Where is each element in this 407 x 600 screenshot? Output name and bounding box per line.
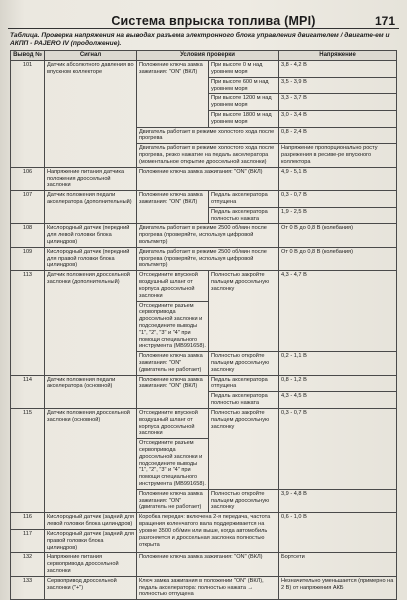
condition-cell: Положение ключа замка зажигания: "ON" (ВКЛ) bbox=[137, 375, 209, 408]
voltage-cell: 4,9 - 5,1 В bbox=[279, 167, 397, 190]
voltage-cell: От 0 В до 0,8 В (колебания) bbox=[279, 224, 397, 247]
pin-cell: 115 bbox=[11, 408, 45, 512]
voltage-cell: 3,8 - 4,2 В bbox=[279, 61, 397, 78]
condition-cell: Отсоедините разъем сервопривода дроссельной заслонки и подсоедините выводы "1", "2", "3" и "4" при помощи специального инструмента (MB991658). bbox=[137, 439, 209, 490]
table-row bbox=[11, 191, 397, 208]
table-caption: Таблица. Проверка напряжения на выводах разъема электронного блока управления двигателем / двигате-ем и АКПП - PAJERO IV (продолжение). bbox=[10, 32, 390, 47]
signal-cell: Кислородный датчик (задний для левой головки блока цилиндров) bbox=[45, 513, 137, 530]
pin-cell: 109 bbox=[11, 247, 45, 270]
condition-cell: Двигатель работает в режиме 2500 об/мин после прогрева (проверяйте, используя цифровой вольтметр) bbox=[137, 247, 279, 270]
signal-cell: Кислородный датчик (задний для правой головки блока цилиндров) bbox=[45, 529, 137, 552]
pin-cell: 107 bbox=[11, 191, 45, 224]
pin-cell: 106 bbox=[11, 167, 45, 190]
condition-cell: Положение ключа замка зажигания: "ON" (двигатель не работает) bbox=[137, 489, 209, 512]
voltage-cell: Незначительно уменьшается (примерно на 2 В) от напряжения АКБ bbox=[279, 576, 397, 599]
subcondition-cell: Педаль акселератора отпущена bbox=[209, 191, 279, 208]
column-header-voltage: Напряжение bbox=[279, 50, 397, 60]
condition-cell: Положение ключа замка зажигания: "ON" (ВКЛ) bbox=[137, 191, 209, 224]
voltage-cell: 0,3 - 0,7 В bbox=[279, 191, 397, 208]
signal-cell: Датчик абсолютного давления во впускном коллекторе bbox=[45, 61, 137, 168]
pin-cell: 133 bbox=[11, 576, 45, 599]
voltage-cell: 0,8 - 2,4 В bbox=[279, 127, 397, 144]
voltage-cell: Напряжение пропорционально росту разрежения в ресиве-ре впускного коллектора bbox=[279, 144, 397, 167]
subcondition-cell: Полностью закройте пальцем дроссельную заслонку bbox=[209, 271, 279, 352]
page-header bbox=[8, 6, 399, 29]
condition-cell: Двигатель работает в режиме 2500 об/мин после прогрева (проверяйте, используя цифровой вольтметр) bbox=[137, 224, 279, 247]
column-header-conditions: Условия проверки bbox=[137, 50, 279, 60]
table-row bbox=[11, 224, 397, 247]
subcondition-cell: Полностью закройте пальцем дроссельную заслонку bbox=[209, 408, 279, 489]
condition-cell: Отсоедините впускной воздушный шланг от корпуса дроссельной заслонки bbox=[137, 271, 209, 301]
signal-cell: Датчик положения дроссельной заслонки (дополнительный) bbox=[45, 271, 137, 375]
table-row bbox=[11, 167, 397, 190]
condition-cell: Положение ключа замка зажигания: "ON" (двигатель не работает) bbox=[137, 352, 209, 375]
signal-cell: Датчик положения дроссельной заслонки (основной) bbox=[45, 408, 137, 512]
table-header-row bbox=[11, 50, 397, 60]
voltage-cell: 3,0 - 3,4 В bbox=[279, 111, 397, 128]
subcondition-cell: Педаль акселератора полностью нажата bbox=[209, 392, 279, 409]
subcondition-cell: Педаль акселератора отпущена bbox=[209, 375, 279, 392]
condition-cell: Двигатель работает в режиме холостого хода после прогрева bbox=[137, 127, 279, 144]
voltage-cell: 3,9 - 4,8 В bbox=[279, 489, 397, 512]
pin-cell: 113 bbox=[11, 271, 45, 375]
condition-cell: Коробка передач: включена 2-я передача, частота вращения коленчатого вала поддерживается на уровне 3500 об/мин или выше, когда автомобиль разгоняется и дроссельная заслонка полностью открыта bbox=[137, 513, 279, 553]
pin-cell: 117 bbox=[11, 529, 45, 552]
voltage-cell: 4,3 - 4,5 В bbox=[279, 392, 397, 409]
pin-cell: 101 bbox=[11, 61, 45, 168]
voltage-cell: 0,6 - 1,0 В bbox=[279, 513, 397, 553]
subcondition-cell: При высоте 1800 м над уровнем моря bbox=[209, 111, 279, 128]
column-header-signal: Сигнал bbox=[45, 50, 137, 60]
pin-cell: 108 bbox=[11, 224, 45, 247]
pin-cell: 116 bbox=[11, 513, 45, 530]
column-header-pin: Вывод № bbox=[11, 50, 45, 60]
voltage-cell: 1,9 - 2,5 В bbox=[279, 207, 397, 224]
pin-cell: 132 bbox=[11, 553, 45, 576]
table-row bbox=[11, 513, 397, 530]
subcondition-cell: Полностью откройте пальцем дроссельную заслонку bbox=[209, 352, 279, 375]
subcondition-cell: Педаль акселератора полностью нажата bbox=[209, 207, 279, 224]
table-row bbox=[11, 61, 397, 78]
voltage-cell: 3,3 - 3,7 В bbox=[279, 94, 397, 111]
table-row bbox=[11, 553, 397, 576]
signal-cell: Датчик положения педали акселератора (дополнительный) bbox=[45, 191, 137, 224]
signal-cell: Сервопривод дроссельной заслонки ("+") bbox=[45, 576, 137, 599]
condition-cell: Ключ замка зажигания в положении "ON" (ВКЛ), педаль акселератора: полностью нажата → полностью отпущена bbox=[137, 576, 279, 599]
voltage-cell: Бортсети bbox=[279, 553, 397, 576]
voltage-cell: 0,8 - 1,2 В bbox=[279, 375, 397, 392]
signal-cell: Датчик положения педали акселератора (основной) bbox=[45, 375, 137, 408]
page-number: 171 bbox=[374, 14, 395, 28]
voltage-cell: 0,3 - 0,7 В bbox=[279, 408, 397, 489]
condition-cell: Положение ключа замка зажигания: "ON" (ВКЛ) bbox=[137, 167, 279, 190]
voltage-cell: От 0 В до 0,8 В (колебания) bbox=[279, 247, 397, 270]
subcondition-cell: При высоте 1200 м над уровнем моря bbox=[209, 94, 279, 111]
condition-cell: Двигатель работает в режиме холостого хода после прогрева, резко нажатие на педаль акселератора (моментальное открытие дроссельной заслонки) bbox=[137, 144, 279, 167]
condition-cell: Положение ключа замка зажигания: "ON" (ВКЛ) bbox=[137, 553, 279, 576]
voltage-table bbox=[10, 50, 397, 600]
signal-cell: Напряжение питания датчика положения дроссельной заслонки bbox=[45, 167, 137, 190]
voltage-cell: 0,2 - 1,1 В bbox=[279, 352, 397, 375]
table-row bbox=[11, 375, 397, 392]
signal-cell: Кислородный датчик (передний для правой головки блока цилиндров) bbox=[45, 247, 137, 270]
subcondition-cell: Полностью откройте пальцем дроссельную заслонку bbox=[209, 489, 279, 512]
voltage-cell: 4,3 - 4,7 В bbox=[279, 271, 397, 352]
table-row bbox=[11, 247, 397, 270]
signal-cell: Кислородный датчик (передний для левой головки блока цилиндров) bbox=[45, 224, 137, 247]
page-title: Система впрыска топлива (MPI) bbox=[111, 14, 316, 28]
subcondition-cell: При высоте 600 м над уровнем моря bbox=[209, 77, 279, 94]
table-row bbox=[11, 576, 397, 599]
condition-cell: Отсоедините впускной воздушный шланг от корпуса дроссельной заслонки bbox=[137, 408, 209, 438]
table-row bbox=[11, 408, 397, 438]
condition-cell: Отсоедините разъем сервопривода дроссельной заслонки и подсоедините выводы "1", "2", "3" и "4" при помощи специального инструмента (MB991658). bbox=[137, 301, 209, 352]
voltage-cell: 3,5 - 3,9 В bbox=[279, 77, 397, 94]
table-row bbox=[11, 271, 397, 301]
condition-cell: Положение ключа замка зажигания: "ON" (ВКЛ) bbox=[137, 61, 209, 128]
subcondition-cell: При высоте 0 м над уровнем моря bbox=[209, 61, 279, 78]
pin-cell: 114 bbox=[11, 375, 45, 408]
signal-cell: Напряжение питания сервопривода дроссельной заслонки bbox=[45, 553, 137, 576]
